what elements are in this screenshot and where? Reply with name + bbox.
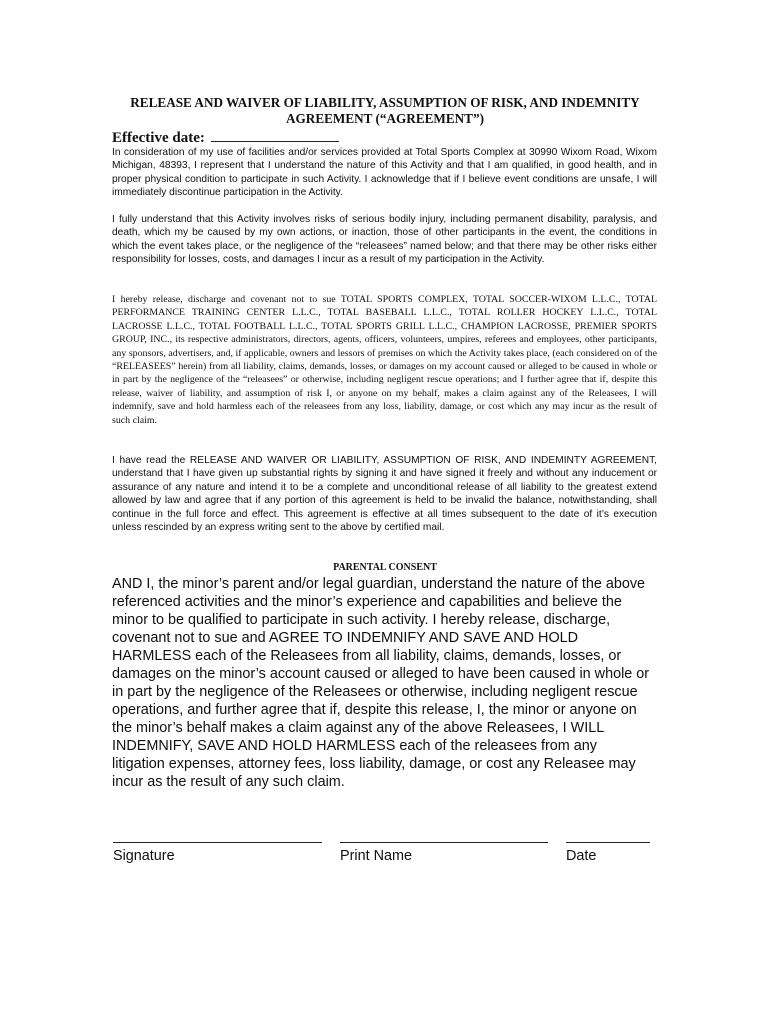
print-name-block	[340, 832, 548, 865]
paragraph-risks: I fully understand that this Activity involves risks of serious bodily injury, including permanent disability, paralysis, and death, which my be caused by my own actions, or inaction, those of other participants in the event, the conditions in which the event takes place, or the negligence of the “releasees” named below; and that there may be other risks either responsibility for losses, costs, and damages I incur as a result of my participation in the Activity.	[112, 214, 657, 266]
signature-block	[113, 832, 322, 865]
print-name-label: Print Name	[340, 848, 412, 864]
date-line[interactable]	[566, 842, 650, 843]
effective-date-row	[112, 128, 339, 147]
date-label: Date	[566, 848, 597, 864]
signature-label: Signature	[113, 848, 175, 864]
parental-consent-text: AND I, the minor’s parent and/or legal guardian, understand the nature of the above referenced activities and the minor’s experience and capabilities and believe the minor to be qualified to participate in such activity. I hereby release, discharge, covenant not to sue and AGREE TO INDEMNIFY AND SAVE AND HOLD HARMLESS each of the Releasees from all liability, claims, demands, losses, or damages on the minor’s account caused or alleged to have been caused in whole or in part by the negligence of the Releasees or otherwise, including negligent rescue operations, and further agree that if, despite this release, I, the minor or anyone on the minor’s behalf makes a claim against any of the above Releasees, I WILL INDEMNIFY, SAVE AND HOLD HARMLESS each of the releasees from any litigation expenses, attorney fees, loss liability, damage, or cost any Releasee may incur as the result of any such claim.	[112, 576, 650, 790]
document-title: RELEASE AND WAIVER OF LIABILITY, ASSUMPTION OF RISK, AND INDEMNITY AGREEMENT (“AGREEMENT”)	[130, 95, 640, 126]
paragraph-release: I hereby release, discharge and covenant not to sue TOTAL SPORTS COMPLEX, TOTAL SOCCER-WIXOM L.L.C., TOTAL PERFORMANCE TRAINING CENTER L.L.C., TOTAL BASEBALL L.L.C., TOTAL ROLLER HOCKEY L.L.C., TOTAL LACROSSE L.L.C., TOTAL FOOTBALL L.L.C., TOTAL SPORTS GRILL L.L.C., CHAMPION LACROSSE, PREMIER SPORTS GROUP, INC., its respective administrators, directors, agents, officers, volunteers, umpires, referees and employees, other participants, any sponsors, advertisers, and, if applicable, owners and lessors of premises on which the Activity takes place, (each considered on of the “RELEASEES” herein) from all liability, claims, demands, losses, or damages on my account caused or alleged to be caused in whole or in part by the negligence of the “releasees” or otherwise, including negligent rescue operations; and I further agree that if, despite this release, waiver of liability, and assumption of risk I, or anyone on my behalf, makes a claim against any of the Releasees, I will indemnify, save and hold harmless each of the releasees from any loss, liability, damage, or cost which any may incur as the result of such claim.	[112, 294, 657, 426]
effective-date-label: Effective date:	[112, 130, 205, 146]
parental-consent-heading: PARENTAL CONSENT	[333, 562, 437, 573]
paragraph-acknowledgement: I have read the RELEASE AND WAIVER OR LIABILITY, ASSUMPTION OF RISK, AND INDEMINTY AGREEMENT, understand that I have given up substantial rights by signing it and have signed it freely and without any inducement or assurance of any nature and intend it to be a complete and unconditional release of all liability to the greatest extend allowed by law and agree that if any portion of this agreement is held to be invalid the balance, notwithstanding, shall continue in the full force and effect. This agreement is effective at all times subsequent to the date of it’s execution unless rescinded by an express writing sent to the above by certified mail.	[112, 455, 657, 534]
signature-line[interactable]	[113, 842, 322, 843]
effective-date-field[interactable]	[211, 128, 339, 142]
date-block	[566, 832, 650, 865]
print-name-line[interactable]	[340, 842, 548, 843]
paragraph-consideration: In consideration of my use of facilities and/or services provided at Total Sports Complex at 30990 Wixom Road, Wixom Michigan, 48393, I represent that I understand the nature of this Activity and that I am qualified, in good health, and in proper physical condition to participate in such Activity. I acknowledge that if I believe event conditions are unsafe, I will immediately discontinue participation in the Activity.	[112, 147, 657, 199]
